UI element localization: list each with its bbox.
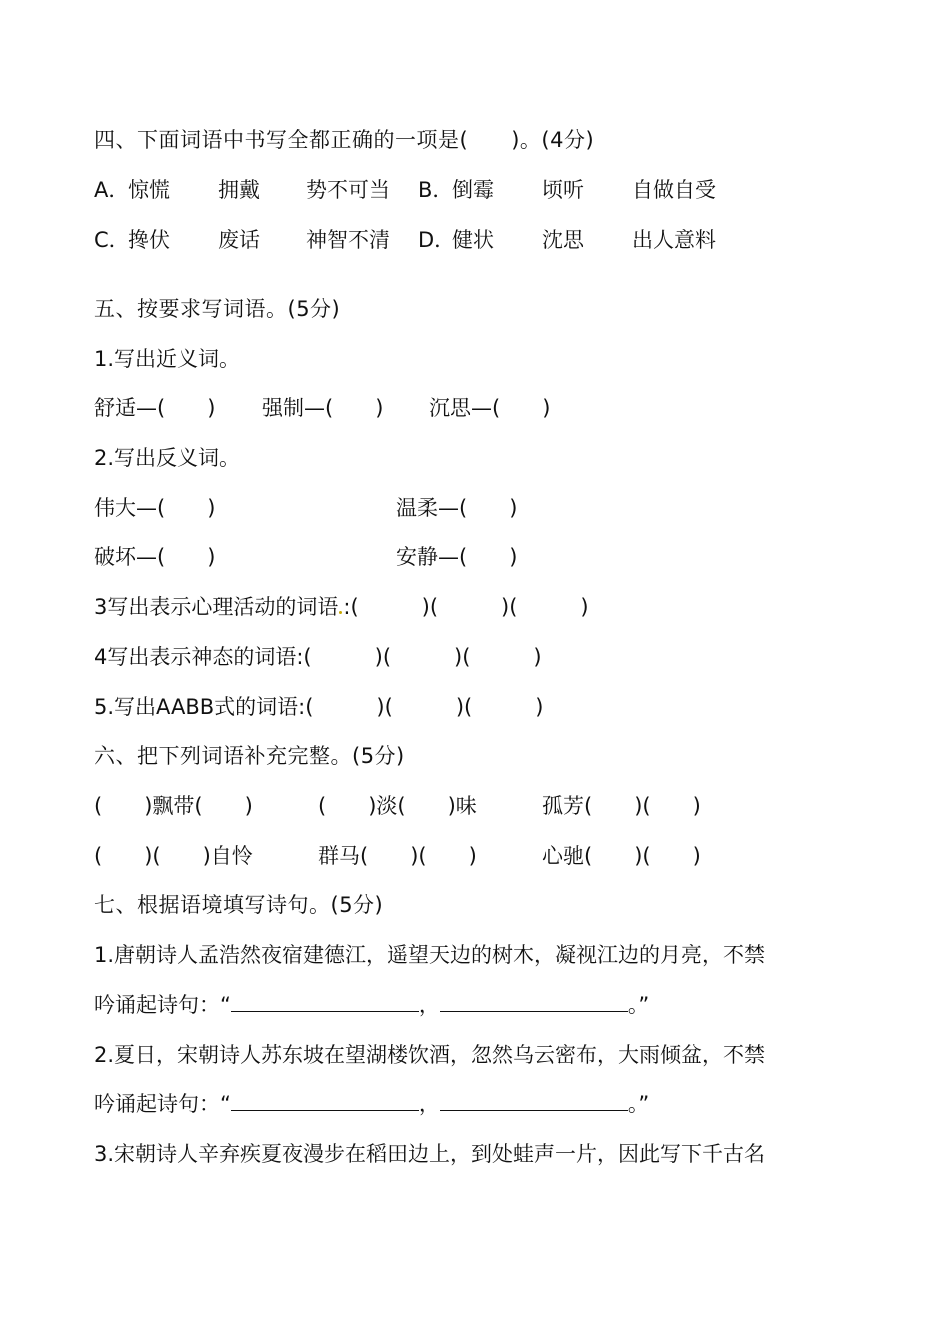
q7-item1-end: 。” xyxy=(627,993,650,1017)
option-c-word-3: 神智不清 xyxy=(306,228,390,252)
idiom-item-4: ( )( )自怜 xyxy=(94,844,253,868)
option-b-word-3: 自做自受 xyxy=(632,178,716,202)
antonym-item-1: 伟大—( ) xyxy=(94,496,216,520)
option-d-letter: D． xyxy=(418,228,456,252)
poem-blank-1[interactable] xyxy=(231,991,419,1012)
option-d-word-1: 健状 xyxy=(452,228,494,252)
q5-antonyms-row-2 xyxy=(94,543,854,571)
synonym-item-3: 沉思—( ) xyxy=(429,396,551,420)
idiom-item-2: ( )淡( )味 xyxy=(318,794,477,818)
synonym-item-1: 舒适—( ) xyxy=(94,396,216,420)
q6-row-2 xyxy=(94,842,854,870)
q5-sub2: 2.写出反义词。 xyxy=(94,446,241,470)
q7-item1-line2 xyxy=(94,991,649,1019)
poem-blank-2[interactable] xyxy=(440,991,628,1012)
idiom-item-6: 心驰( )( ) xyxy=(542,844,701,868)
option-a-word-1: 惊慌 xyxy=(128,178,170,202)
q7-item3-line1: 3.宋朝诗人辛弃疾夏夜漫步在稻田边上，到处蛙声一片，因此写下千古名 xyxy=(94,1142,766,1166)
q5-antonyms-row-1 xyxy=(94,494,854,522)
q5-sub4: 4写出表示神态的词语:( )( )( ) xyxy=(94,645,542,669)
q7-item1-line1: 1.唐朝诗人孟浩然夜宿建德江，遥望天边的树木，凝视江边的月亮，不禁 xyxy=(94,943,766,967)
q4-title: 四、下面词语中书写全都正确的一项是( )。(4分) xyxy=(94,128,595,152)
q7-item2-end: 。” xyxy=(627,1092,650,1116)
q6-title: 六、把下列词语补充完整。(5分) xyxy=(94,744,405,768)
q4-options-row-ab xyxy=(94,176,854,204)
option-c-word-2: 废话 xyxy=(218,228,260,252)
q7-title: 七、根据语境填写诗句。(5分) xyxy=(94,893,384,917)
q7-item2-line1: 2.夏日，宋朝诗人苏东坡在望湖楼饮酒，忽然乌云密布，大雨倾盆，不禁 xyxy=(94,1043,766,1067)
synonym-item-2: 强制—( ) xyxy=(262,396,384,420)
idiom-item-3: 孤芳( )( ) xyxy=(542,794,701,818)
q5-sub3-blanks: :( )( )( ) xyxy=(343,595,589,619)
q7-item2-comma: ， xyxy=(418,1092,440,1116)
option-b-word-2: 顷听 xyxy=(542,178,584,202)
q7-item2-prefix: 吟诵起诗句：“ xyxy=(94,1092,231,1116)
q7-item2-line2 xyxy=(94,1090,649,1118)
antonym-item-4: 安静—( ) xyxy=(396,545,518,569)
poem-blank-4[interactable] xyxy=(440,1090,628,1111)
antonym-item-2: 温柔—( ) xyxy=(396,496,518,520)
option-a-letter: A． xyxy=(94,178,130,202)
option-c-letter: C． xyxy=(94,228,130,252)
q5-sub3-text: 3写出表示心理活动的词语 xyxy=(94,595,339,619)
option-c-word-1: 搀伏 xyxy=(128,228,170,252)
q6-row-1 xyxy=(94,792,854,820)
q7-item1-comma: ， xyxy=(418,993,440,1017)
q5-sub1: 1.写出近义词。 xyxy=(94,347,241,371)
option-d-word-3: 出人意料 xyxy=(632,228,716,252)
option-a-word-3: 势不可当 xyxy=(306,178,390,202)
q5-sub3 xyxy=(94,593,589,621)
q5-synonyms-row xyxy=(94,394,854,422)
q5-title: 五、按要求写词语。(5分) xyxy=(94,297,341,321)
option-d-word-2: 沈思 xyxy=(542,228,584,252)
idiom-item-1: ( )飘带( ) xyxy=(94,794,253,818)
option-b-word-1: 倒霉 xyxy=(452,178,494,202)
q7-item1-prefix: 吟诵起诗句：“ xyxy=(94,993,231,1017)
option-b-letter: B． xyxy=(418,178,454,202)
highlight-dot-icon xyxy=(339,611,342,614)
q5-sub5: 5.写出AABB式的词语:( )( )( ) xyxy=(94,695,544,719)
antonym-item-3: 破坏—( ) xyxy=(94,545,216,569)
idiom-item-5: 群马( )( ) xyxy=(318,844,477,868)
q4-options-row-cd xyxy=(94,226,854,254)
option-a-word-2: 拥戴 xyxy=(218,178,260,202)
poem-blank-3[interactable] xyxy=(231,1090,419,1111)
